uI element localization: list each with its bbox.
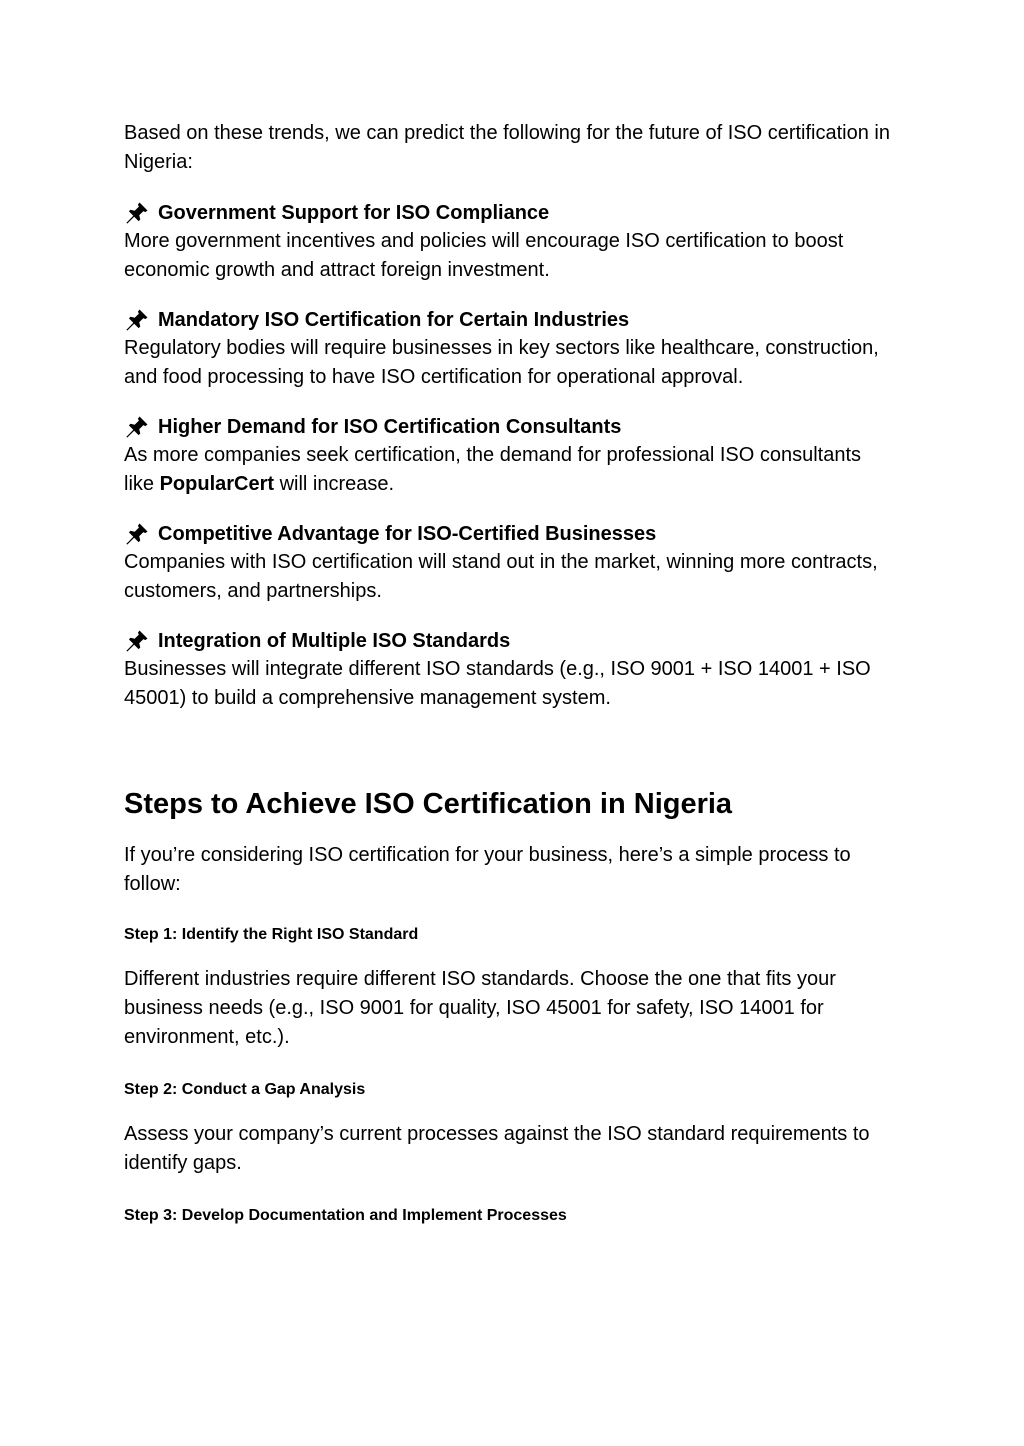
step-heading: Step 1: Identify the Right ISO Standard xyxy=(124,926,419,943)
prediction-item xyxy=(124,413,894,499)
prediction-item xyxy=(124,627,894,713)
pushpin-icon xyxy=(124,521,150,547)
step-body: Different industries require different ISO standards. Choose the one that fits your business needs (e.g., ISO 9001 for quality, ISO 45001 for safety, ISO 14001 for environment, etc.). xyxy=(124,968,836,1048)
prediction-body-text: will increase. xyxy=(274,473,395,495)
prediction-title xyxy=(124,306,894,334)
prediction-title xyxy=(124,627,894,655)
prediction-body: More government incentives and policies will encourage ISO certification to boost economic growth and attract foreign investment. xyxy=(124,230,844,281)
prediction-title xyxy=(124,413,894,441)
step-heading: Step 2: Conduct a Gap Analysis xyxy=(124,1081,366,1098)
prediction-body xyxy=(124,441,894,499)
intro-paragraph: Based on these trends, we can predict the following for the future of ISO certification in Nigeria: xyxy=(124,122,890,173)
prediction-item xyxy=(124,520,894,606)
pushpin-icon xyxy=(124,307,150,333)
prediction-title-text: Competitive Advantage for ISO-Certified Businesses xyxy=(158,523,657,545)
prediction-title xyxy=(124,520,894,548)
prediction-body-text: As more companies seek certification, the demand for professional ISO consultants like xyxy=(124,444,862,495)
prediction-body: Businesses will integrate different ISO standards (e.g., ISO 9001 + ISO 14001 + ISO 45001) to build a comprehensive management system. xyxy=(124,658,871,709)
prediction-title-text: Integration of Multiple ISO Standards xyxy=(158,630,511,652)
prediction-title-text: Higher Demand for ISO Certification Consultants xyxy=(158,416,622,438)
step-heading: Step 3: Develop Documentation and Implement Processes xyxy=(124,1207,567,1224)
step-body: Assess your company’s current processes against the ISO standard requirements to identify gaps. xyxy=(124,1123,870,1174)
prediction-item xyxy=(124,199,894,285)
section-lead: If you’re considering ISO certification for your business, here’s a simple process to follow: xyxy=(124,844,851,895)
prediction-body: Regulatory bodies will require businesses in key sectors like healthcare, construction, and food processing to have ISO certification for operational approval. xyxy=(124,337,879,388)
pushpin-icon xyxy=(124,628,150,654)
prediction-title xyxy=(124,199,894,227)
section-heading: Steps to Achieve ISO Certification in Nigeria xyxy=(124,788,733,820)
pushpin-icon xyxy=(124,200,150,226)
document-page xyxy=(124,119,894,1227)
prediction-body: Companies with ISO certification will stand out in the market, winning more contracts, customers, and partnerships. xyxy=(124,551,878,602)
prediction-title-text: Government Support for ISO Compliance xyxy=(158,202,550,224)
brand-name: PopularCert xyxy=(159,473,275,495)
prediction-item xyxy=(124,306,894,392)
prediction-title-text: Mandatory ISO Certification for Certain Industries xyxy=(158,309,630,331)
pushpin-icon xyxy=(124,414,150,440)
